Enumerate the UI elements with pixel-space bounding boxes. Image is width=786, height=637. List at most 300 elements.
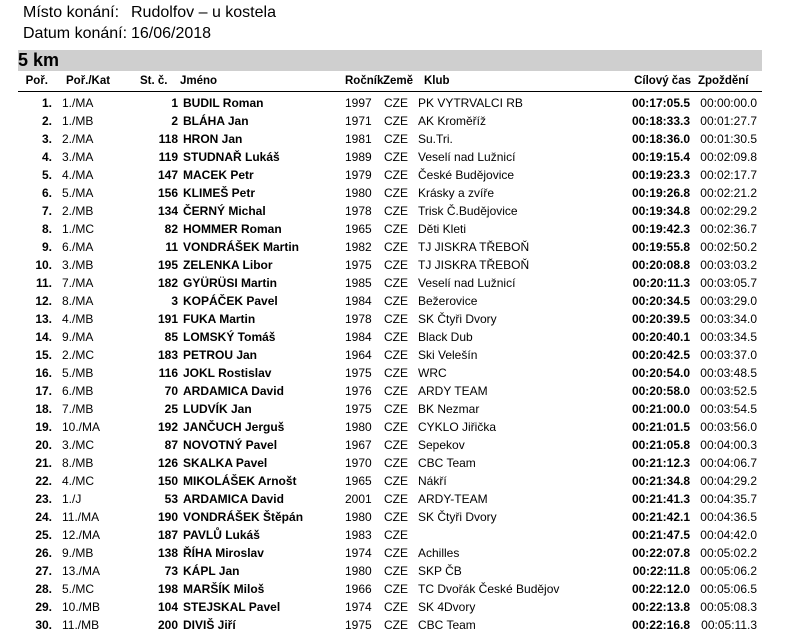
row-time-gap: 00:04:36.5 (700, 510, 757, 524)
row-category-rank: 2./MC (62, 348, 95, 362)
row-position: 19. (35, 420, 52, 434)
row-club: ARDY-TEAM (418, 492, 488, 506)
row-time-gap: 00:03:37.0 (700, 348, 757, 362)
row-time-gap: 00:03:05.7 (700, 276, 757, 290)
row-category-rank: 10./MA (62, 420, 101, 434)
row-runner-name: FUKA Martin (183, 312, 256, 326)
row-bib-number: 25 (164, 402, 178, 416)
row-runner-name: VONDRÁŠEK Martin (183, 240, 300, 254)
row-runner-name: BUDIL Roman (183, 96, 264, 110)
row-country: CZE (384, 96, 408, 110)
row-birth-year: 1983 (345, 528, 372, 542)
row-finish-time: 00:22:12.0 (631, 582, 690, 596)
row-runner-name: LOMSKÝ Tomáš (183, 330, 276, 344)
row-birth-year: 1975 (345, 402, 372, 416)
table-row (18, 238, 762, 256)
row-time-gap: 00:02:50.2 (700, 240, 757, 254)
row-category-rank: 1./MC (62, 222, 95, 236)
row-bib-number: 82 (164, 222, 178, 236)
row-time-gap: 00:03:52.5 (700, 384, 757, 398)
row-position: 8. (41, 222, 52, 236)
row-runner-name: KLIMEŠ Petr (183, 186, 256, 200)
row-position: 28. (35, 582, 52, 596)
row-time-gap: 00:05:08.3 (700, 600, 757, 614)
row-country: CZE (384, 186, 408, 200)
row-bib-number: 182 (157, 276, 178, 290)
row-position: 4. (41, 150, 52, 164)
row-birth-year: 1967 (345, 438, 372, 452)
row-category-rank: 11./MA (62, 510, 100, 524)
row-runner-name: JOKL Rostislav (183, 366, 272, 380)
row-category-rank: 3./MC (62, 438, 95, 452)
row-runner-name: KÁPL Jan (183, 564, 240, 578)
row-birth-year: 1981 (345, 132, 372, 146)
table-row (18, 148, 762, 166)
row-bib-number: 85 (164, 330, 178, 344)
table-row (18, 616, 762, 634)
date-label: Datum konání: (23, 25, 128, 42)
row-bib-number: 156 (157, 186, 178, 200)
row-birth-year: 1982 (345, 240, 372, 254)
row-finish-time: 00:20:11.3 (632, 276, 690, 290)
row-finish-time: 00:22:13.8 (631, 600, 690, 614)
row-finish-time: 00:19:34.8 (631, 204, 690, 218)
row-birth-year: 1975 (345, 258, 372, 272)
row-birth-year: 1985 (345, 276, 372, 290)
row-time-gap: 00:04:06.7 (700, 456, 757, 470)
row-category-rank: 3./MB (62, 258, 94, 272)
row-country: CZE (384, 492, 408, 506)
row-runner-name: ZELENKA Libor (183, 258, 273, 272)
row-bib-number: 192 (157, 420, 178, 434)
row-bib-number: 3 (171, 294, 178, 308)
row-finish-time: 00:21:12.3 (631, 456, 690, 470)
row-club: Veselí nad Lužnicí (418, 150, 516, 164)
row-runner-name: KOPÁČEK Pavel (183, 294, 278, 308)
row-country: CZE (384, 366, 408, 380)
row-position: 15. (35, 348, 52, 362)
row-position: 30. (35, 618, 52, 632)
row-club: TJ JISKRA TŘEBOŇ (418, 258, 530, 272)
row-finish-time: 00:19:55.8 (631, 240, 690, 254)
row-time-gap: 00:03:34.5 (700, 330, 757, 344)
table-row (18, 166, 762, 184)
row-club: SK Čtyři Dvory (418, 510, 497, 524)
row-club: SKP ČB (418, 564, 462, 578)
row-category-rank: 5./MC (62, 582, 95, 596)
row-bib-number: 70 (164, 384, 178, 398)
row-time-gap: 00:01:30.5 (700, 132, 757, 146)
header-year: Ročník (345, 75, 384, 87)
row-finish-time: 00:22:16.8 (631, 618, 690, 632)
row-position: 27. (35, 564, 52, 578)
row-bib-number: 2 (171, 114, 178, 128)
row-club: Sepekov (418, 438, 465, 452)
row-runner-name: ŘÍHA Miroslav (183, 546, 264, 560)
venue-value: Rudolfov – u kostela (131, 4, 276, 21)
row-time-gap: 00:03:56.0 (700, 420, 757, 434)
row-bib-number: 11 (165, 240, 178, 254)
row-time-gap: 00:00:00.0 (700, 96, 757, 110)
row-finish-time: 00:20:34.5 (631, 294, 690, 308)
results-table-header (18, 72, 762, 90)
header-divider (18, 91, 762, 92)
row-finish-time: 00:19:15.4 (631, 150, 690, 164)
row-finish-time: 00:20:58.0 (631, 384, 690, 398)
row-birth-year: 1979 (345, 168, 372, 182)
table-row (18, 382, 762, 400)
row-runner-name: MIKOLÁŠEK Arnošt (183, 474, 297, 488)
row-country: CZE (384, 564, 408, 578)
row-birth-year: 1965 (345, 474, 372, 488)
header-time: Cílový čas (634, 75, 691, 87)
row-position: 13. (35, 312, 52, 326)
row-bib-number: 190 (157, 510, 178, 524)
row-category-rank: 2./MB (62, 204, 94, 218)
row-club: CBC Team (418, 618, 476, 632)
row-runner-name: ARDAMICA David (183, 384, 284, 398)
row-position: 14. (35, 330, 52, 344)
row-birth-year: 1964 (345, 348, 372, 362)
row-time-gap: 00:04:29.2 (700, 474, 757, 488)
row-club: PK VYTRVALCI RB (418, 96, 523, 110)
row-birth-year: 1975 (345, 618, 372, 632)
table-row (18, 94, 762, 112)
row-finish-time: 00:20:08.8 (631, 258, 690, 272)
row-birth-year: 1970 (345, 456, 372, 470)
row-category-rank: 4./MA (62, 168, 94, 182)
row-time-gap: 00:02:29.2 (700, 204, 757, 218)
row-runner-name: NOVOTNÝ Pavel (183, 438, 278, 452)
row-position: 7. (41, 204, 52, 218)
row-birth-year: 1978 (345, 204, 372, 218)
row-time-gap: 00:02:36.7 (700, 222, 757, 236)
row-category-rank: 2./MA (62, 132, 94, 146)
row-runner-name: PAVLŮ Lukáš (183, 528, 260, 542)
row-position: 17. (35, 384, 52, 398)
row-bib-number: 126 (157, 456, 178, 470)
row-birth-year: 1984 (345, 294, 372, 308)
table-row (18, 346, 762, 364)
row-finish-time: 00:17:05.5 (631, 96, 690, 110)
row-runner-name: VONDRÁŠEK Štěpán (183, 510, 304, 524)
row-birth-year: 1978 (345, 312, 372, 326)
row-finish-time: 00:19:26.8 (631, 186, 690, 200)
header-name: Jméno (180, 75, 218, 87)
row-country: CZE (384, 438, 408, 452)
row-position: 9. (41, 240, 52, 254)
row-club: AK Kroměříž (418, 114, 487, 128)
row-club: TJ JISKRA TŘEBOŇ (418, 240, 530, 254)
row-position: 20. (35, 438, 52, 452)
row-bib-number: 116 (158, 366, 178, 380)
table-row (18, 184, 762, 202)
row-time-gap: 00:04:35.7 (700, 492, 757, 506)
section-title: 5 km (18, 50, 60, 70)
row-country: CZE (384, 474, 408, 488)
table-row (18, 202, 762, 220)
row-finish-time: 00:21:41.3 (631, 492, 690, 506)
row-position: 26. (35, 546, 52, 560)
row-bib-number: 200 (157, 618, 178, 632)
row-club: SK 4Dvory (418, 600, 476, 614)
row-bib-number: 191 (157, 312, 178, 326)
table-row (18, 112, 762, 130)
row-category-rank: 4./MC (62, 474, 95, 488)
row-finish-time: 00:22:07.8 (631, 546, 690, 560)
row-category-rank: 3./MA (62, 150, 94, 164)
row-category-rank: 5./MA (62, 186, 94, 200)
row-country: CZE (384, 600, 408, 614)
row-category-rank: 13./MA (62, 564, 101, 578)
table-row (18, 508, 762, 526)
row-position: 24. (35, 510, 52, 524)
row-bib-number: 147 (157, 168, 178, 182)
row-runner-name: MACEK Petr (183, 168, 254, 182)
row-runner-name: ARDAMICA David (183, 492, 284, 506)
row-country: CZE (384, 618, 408, 632)
row-position: 1. (41, 96, 52, 110)
table-row (18, 364, 762, 382)
row-country: CZE (384, 546, 408, 560)
row-category-rank: 7./MB (62, 402, 94, 416)
row-time-gap: 00:04:00.3 (700, 438, 757, 452)
header-cat: Poř./Kat (66, 75, 111, 87)
row-bib-number: 104 (157, 600, 178, 614)
row-position: 23. (35, 492, 52, 506)
row-club: TC Dvořák České Budějov (418, 582, 560, 596)
row-time-gap: 00:05:02.2 (700, 546, 757, 560)
row-finish-time: 00:20:40.1 (631, 330, 690, 344)
row-birth-year: 1980 (345, 186, 372, 200)
row-runner-name: HOMMER Roman (183, 222, 282, 236)
row-bib-number: 183 (157, 348, 178, 362)
header-gap: Zpoždění (698, 75, 749, 87)
row-runner-name: ČERNÝ Michal (183, 204, 266, 218)
row-birth-year: 1966 (345, 582, 372, 596)
row-position: 29. (35, 600, 52, 614)
row-time-gap: 00:03:54.5 (700, 402, 757, 416)
header-club: Klub (424, 75, 450, 87)
row-bib-number: 198 (157, 582, 178, 596)
row-country: CZE (384, 312, 408, 326)
row-birth-year: 1980 (345, 420, 372, 434)
table-row (18, 526, 762, 544)
row-country: CZE (384, 294, 408, 308)
row-position: 16. (35, 366, 52, 380)
row-country: CZE (384, 330, 408, 344)
row-position: 6. (41, 186, 52, 200)
row-bib-number: 150 (157, 474, 178, 488)
row-time-gap: 00:02:21.2 (700, 186, 757, 200)
table-row (18, 310, 762, 328)
row-finish-time: 00:19:23.3 (631, 168, 690, 182)
row-club: Krásky a zvíře (418, 186, 495, 200)
row-country: CZE (384, 150, 408, 164)
row-category-rank: 11./MB (62, 618, 100, 632)
section-header-bar (18, 50, 762, 71)
row-finish-time: 00:21:01.5 (631, 420, 690, 434)
row-position: 2. (41, 114, 52, 128)
row-country: CZE (384, 402, 408, 416)
row-club: Achilles (418, 546, 460, 560)
table-row (18, 598, 762, 616)
row-position: 5. (41, 168, 52, 182)
row-bib-number: 138 (157, 546, 178, 560)
row-club: SK Čtyři Dvory (418, 312, 497, 326)
row-bib-number: 187 (157, 528, 178, 542)
row-finish-time: 00:18:33.3 (631, 114, 690, 128)
row-finish-time: 00:21:05.8 (631, 438, 690, 452)
table-row (18, 580, 762, 598)
row-club: Veselí nad Lužnicí (418, 276, 516, 290)
row-category-rank: 8./MB (62, 456, 94, 470)
row-club: Black Dub (418, 330, 473, 344)
row-country: CZE (384, 456, 408, 470)
row-birth-year: 1980 (345, 564, 372, 578)
row-bib-number: 73 (164, 564, 178, 578)
table-row (18, 436, 762, 454)
row-birth-year: 1971 (345, 114, 372, 128)
row-country: CZE (384, 240, 408, 254)
venue-line (23, 4, 276, 22)
row-club: CBC Team (418, 456, 476, 470)
row-finish-time: 00:20:54.0 (631, 366, 690, 380)
row-runner-name: MARŠÍK Miloš (183, 582, 265, 596)
row-club: Trisk Č.Budějovice (418, 204, 518, 218)
row-runner-name: DIVIŠ Jiří (183, 618, 236, 632)
header-country: Země (383, 75, 414, 87)
row-runner-name: LUDVÍK Jan (183, 402, 252, 416)
row-position: 25. (35, 528, 52, 542)
row-category-rank: 4./MB (62, 312, 94, 326)
venue-label: Místo konání: (23, 4, 120, 21)
table-row (18, 328, 762, 346)
date-line (23, 25, 211, 43)
row-finish-time: 00:19:42.3 (631, 222, 690, 236)
row-birth-year: 1984 (345, 330, 372, 344)
row-birth-year: 1975 (345, 366, 372, 380)
header-bib: St. č. (140, 75, 168, 87)
row-birth-year: 1965 (345, 222, 372, 236)
row-position: 12. (35, 294, 52, 308)
row-country: CZE (384, 276, 408, 290)
row-finish-time: 00:22:11.8 (632, 564, 690, 578)
row-club: Děti Kleti (418, 222, 467, 236)
row-position: 18. (35, 402, 52, 416)
row-country: CZE (384, 582, 408, 596)
table-row (18, 544, 762, 562)
row-runner-name: JANČUCH Jerguš (183, 420, 285, 434)
row-runner-name: STEJSKAL Pavel (183, 600, 281, 614)
row-country: CZE (384, 132, 408, 146)
table-row (18, 454, 762, 472)
table-row (18, 274, 762, 292)
row-runner-name: BLÁHA Jan (183, 114, 249, 128)
row-time-gap: 00:03:03.2 (700, 258, 757, 272)
row-category-rank: 7./MA (62, 276, 94, 290)
row-time-gap: 00:01:27.7 (700, 114, 757, 128)
row-category-rank: 1./MB (62, 114, 94, 128)
row-time-gap: 00:04:42.0 (700, 528, 757, 542)
date-value: 16/06/2018 (131, 25, 212, 42)
row-bib-number: 134 (157, 204, 178, 218)
row-club: WRC (418, 366, 447, 380)
row-runner-name: HRON Jan (183, 132, 243, 146)
row-time-gap: 00:05:11.3 (701, 618, 757, 632)
row-country: CZE (384, 114, 408, 128)
row-category-rank: 9./MA (62, 330, 94, 344)
row-club: ARDY TEAM (418, 384, 488, 398)
row-country: CZE (384, 168, 408, 182)
row-bib-number: 195 (157, 258, 178, 272)
row-finish-time: 00:20:42.5 (631, 348, 690, 362)
row-time-gap: 00:02:09.8 (700, 150, 757, 164)
row-birth-year: 1974 (345, 600, 372, 614)
row-category-rank: 5./MB (62, 366, 94, 380)
row-time-gap: 00:05:06.2 (700, 564, 757, 578)
row-country: CZE (384, 510, 408, 524)
table-row (18, 562, 762, 580)
row-country: CZE (384, 258, 408, 272)
row-position: 10. (35, 258, 52, 272)
row-category-rank: 1./MA (62, 96, 94, 110)
row-bib-number: 87 (164, 438, 178, 452)
row-time-gap: 00:05:06.5 (700, 582, 757, 596)
row-birth-year: 1997 (345, 96, 372, 110)
row-birth-year: 1976 (345, 384, 372, 398)
row-category-rank: 12./MA (62, 528, 101, 542)
row-club: České Budějovice (418, 168, 515, 182)
row-time-gap: 00:03:34.0 (700, 312, 757, 326)
row-club: Su.Tri. (418, 132, 453, 146)
table-row (18, 472, 762, 490)
row-country: CZE (384, 420, 408, 434)
row-time-gap: 00:03:29.0 (700, 294, 757, 308)
row-category-rank: 6./MA (62, 240, 94, 254)
table-row (18, 418, 762, 436)
row-category-rank: 10./MB (62, 600, 101, 614)
row-runner-name: SKALKA Pavel (183, 456, 268, 470)
row-runner-name: GYÜRÜSI Martin (183, 276, 278, 290)
row-club: Bežerovice (418, 294, 478, 308)
row-runner-name: PETROU Jan (183, 348, 258, 362)
row-category-rank: 6./MB (62, 384, 94, 398)
table-row (18, 490, 762, 508)
row-bib-number: 118 (158, 132, 178, 146)
row-club: Nákří (418, 474, 447, 488)
table-row (18, 256, 762, 274)
row-finish-time: 00:21:00.0 (631, 402, 690, 416)
row-birth-year: 2001 (345, 492, 372, 506)
header-pos: Poř. (25, 75, 48, 87)
row-bib-number: 1 (171, 96, 178, 110)
row-time-gap: 00:02:17.7 (700, 168, 757, 182)
row-finish-time: 00:18:36.0 (631, 132, 690, 146)
row-club: Ski Velešín (418, 348, 478, 362)
row-finish-time: 00:21:42.1 (631, 510, 690, 524)
row-category-rank: 8./MA (62, 294, 94, 308)
row-position: 3. (41, 132, 52, 146)
row-birth-year: 1974 (345, 546, 372, 560)
row-country: CZE (384, 528, 408, 542)
row-birth-year: 1989 (345, 150, 372, 164)
row-category-rank: 9./MB (62, 546, 94, 560)
row-finish-time: 00:21:47.5 (631, 528, 690, 542)
row-club: BK Nezmar (418, 402, 480, 416)
table-row (18, 220, 762, 238)
table-row (18, 130, 762, 148)
